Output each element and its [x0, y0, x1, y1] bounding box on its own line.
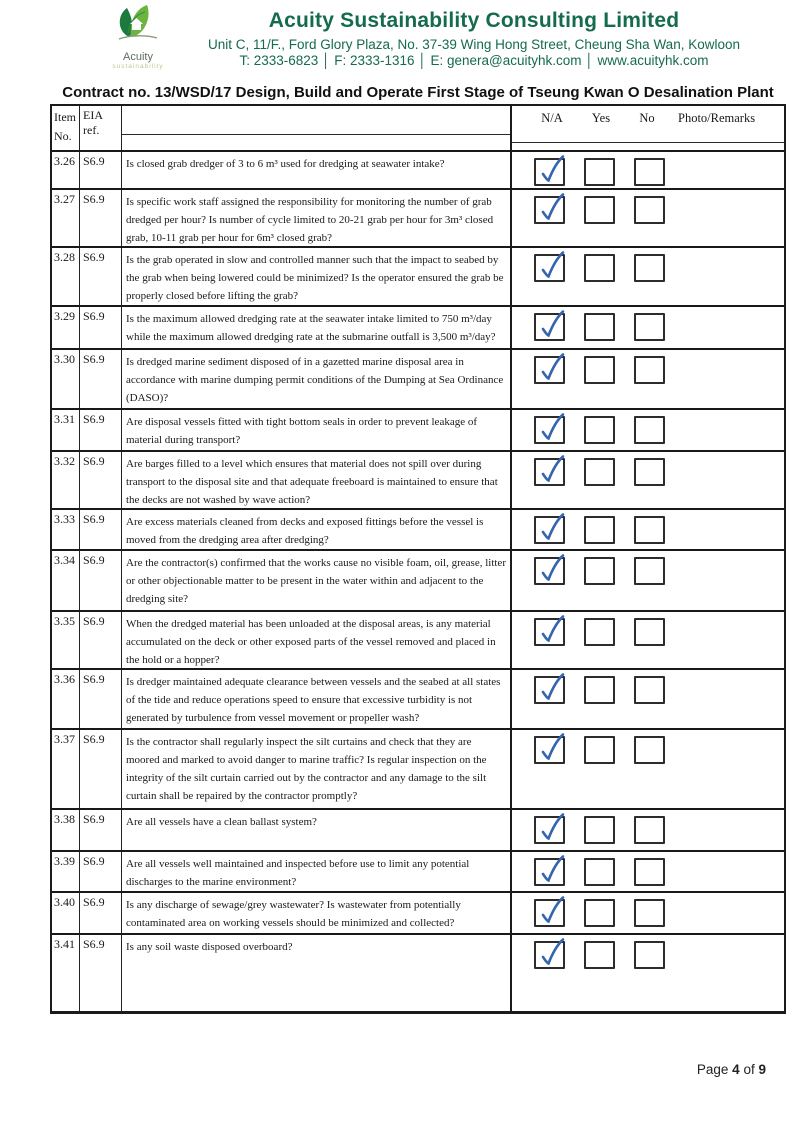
checkbox-yes[interactable] [584, 356, 615, 384]
table-row [52, 850, 784, 891]
check-mark-icon [536, 673, 568, 705]
checkbox-no[interactable] [634, 676, 665, 704]
row-answers [512, 670, 784, 728]
checkbox-yes[interactable] [584, 941, 615, 969]
row-question: Are barges filled to a level which ensures that material does not spill over during transport to the disposal site and that adequate freeboard is maintained to ensure that the decks are not washed by wave action? [122, 452, 512, 508]
company-address: Unit C, 11/F., Ford Glory Plaza, No. 37-39 Wing Hong Street, Cheung Sha Wan, Kowloon [207, 37, 740, 52]
of-word: of [743, 1062, 755, 1077]
checkbox-na[interactable] [534, 941, 565, 969]
page-word: Page [696, 1062, 729, 1077]
checkbox-na[interactable] [534, 458, 565, 486]
table-row [52, 891, 784, 933]
company-logo [98, 3, 178, 70]
checkbox-na[interactable] [534, 254, 565, 282]
row-eia-ref: S6.9 [80, 190, 122, 246]
row-item-no: 3.30 [52, 350, 80, 408]
checkbox-no[interactable] [634, 356, 665, 384]
row-question: Is closed grab dredger of 3 to 6 m³ used for dredging at seawater intake? [122, 152, 512, 188]
checkbox-yes[interactable] [584, 254, 615, 282]
row-answers [512, 510, 784, 549]
checkbox-na[interactable] [534, 196, 565, 224]
check-mark-icon [536, 554, 568, 586]
row-answers [512, 410, 784, 450]
check-mark-icon [536, 615, 568, 647]
check-mark-icon [536, 455, 568, 487]
checkbox-yes[interactable] [584, 816, 615, 844]
header-yes-label: Yes [591, 111, 611, 125]
checkbox-no[interactable] [634, 196, 665, 224]
row-question: Are all vessels well maintained and inspected before use to limit any potential discharges to the marine environment? [122, 852, 512, 891]
row-answers [512, 307, 784, 348]
checkbox-no[interactable] [634, 313, 665, 341]
row-question: Is specific work staff assigned the responsibility for monitoring the number of grab dredged per hour? Is number of cycle limited to 20-21 grab per hour for 3m³ closed grab, 10-11 grab per hour for 6m³ closed grab? [122, 190, 512, 246]
checkbox-no[interactable] [634, 816, 665, 844]
checkbox-yes[interactable] [584, 516, 615, 544]
row-answers [512, 810, 784, 850]
row-item-no: 3.26 [52, 152, 80, 188]
row-question: Is dredger maintained adequate clearance between vessels and the seabed at all states of the tide and reduce operations speed to ensure that excessive turbidity is not generated by turbulence from vessel movement or propeller wash? [122, 670, 512, 728]
check-mark-icon [536, 155, 568, 187]
logo-tagline: sustainability [112, 63, 164, 70]
row-question: Is dredged marine sediment disposed of in a gazetted marine disposal area in accordance with marine dumping permit conditions of the Dumping at Sea Ordinance (DASO)? [122, 350, 512, 408]
row-eia-ref: S6.9 [80, 307, 122, 348]
checklist-body [52, 150, 784, 1011]
header-no-label: No [639, 111, 655, 125]
check-mark-icon [536, 733, 568, 765]
checkbox-no[interactable] [634, 736, 665, 764]
row-item-no: 3.29 [52, 307, 80, 348]
checkbox-na[interactable] [534, 858, 565, 886]
row-item-no: 3.38 [52, 810, 80, 850]
row-item-no: 3.34 [52, 551, 80, 610]
checkbox-na[interactable] [534, 313, 565, 341]
row-eia-ref: S6.9 [80, 510, 122, 549]
header-status-columns [512, 106, 784, 150]
check-mark-icon [536, 513, 568, 545]
checkbox-no[interactable] [634, 941, 665, 969]
check-mark-icon [536, 193, 568, 225]
header-eia-ref: EIA ref. [80, 106, 122, 150]
table-row [52, 549, 784, 610]
row-eia-ref: S6.9 [80, 810, 122, 850]
checkbox-no[interactable] [634, 899, 665, 927]
checkbox-na[interactable] [534, 736, 565, 764]
letterhead [170, 9, 778, 68]
row-question: Is the grab operated in slow and controlled manner such that the impact to seabed by the grab when being lowered could be minimized? Is the operator ensured the grab be properly closed before lifting the grab? [122, 248, 512, 305]
row-answers [512, 452, 784, 508]
checkbox-yes[interactable] [584, 313, 615, 341]
header-item-line1: Item [54, 110, 76, 124]
row-item-no: 3.40 [52, 893, 80, 933]
check-mark-icon [536, 310, 568, 342]
checkbox-no[interactable] [634, 254, 665, 282]
table-row [52, 188, 784, 246]
row-eia-ref: S6.9 [80, 612, 122, 668]
table-header-row [52, 106, 784, 150]
row-eia-ref: S6.9 [80, 350, 122, 408]
header-remarks-label: Photo/Remarks [678, 111, 756, 125]
checkbox-yes[interactable] [584, 676, 615, 704]
table-row [52, 808, 784, 850]
row-answers [512, 152, 784, 188]
row-eia-ref: S6.9 [80, 152, 122, 188]
table-row [52, 668, 784, 728]
checkbox-na[interactable] [534, 899, 565, 927]
logo-name: Acuity [123, 51, 153, 63]
checkbox-yes[interactable] [584, 416, 615, 444]
row-eia-ref: S6.9 [80, 452, 122, 508]
checkbox-na[interactable] [534, 416, 565, 444]
row-question: Is any soil waste disposed overboard? [122, 935, 512, 1011]
row-answers [512, 248, 784, 305]
company-name: Acuity Sustainability Consulting Limited [268, 9, 680, 32]
row-question: Are excess materials cleaned from decks and exposed fittings before the vessel is moved from the dredging area after dredging? [122, 510, 512, 549]
check-mark-icon [536, 251, 568, 283]
header-item-line2: No. [54, 129, 72, 143]
table-row [52, 348, 784, 408]
table-row [52, 305, 784, 348]
checkbox-na[interactable] [534, 356, 565, 384]
table-row [52, 408, 784, 450]
row-item-no: 3.27 [52, 190, 80, 246]
checkbox-no[interactable] [634, 516, 665, 544]
row-eia-ref: S6.9 [80, 248, 122, 305]
table-row [52, 150, 784, 188]
row-answers [512, 551, 784, 610]
row-item-no: 3.28 [52, 248, 80, 305]
row-item-no: 3.36 [52, 670, 80, 728]
row-answers [512, 730, 784, 808]
row-eia-ref: S6.9 [80, 730, 122, 808]
page-number [697, 1062, 766, 1077]
row-question: Are the contractor(s) confirmed that the works cause no visible foam, oil, grease, litter or other objectionable matter to be present in the water within and adjacent to the dredging site? [122, 551, 512, 610]
row-question: Are disposal vessels fitted with tight bottom seals in order to prevent leakage of material during transport? [122, 410, 512, 450]
table-row [52, 728, 784, 808]
row-eia-ref: S6.9 [80, 852, 122, 891]
table-row [52, 246, 784, 305]
row-eia-ref: S6.9 [80, 893, 122, 933]
row-item-no: 3.35 [52, 612, 80, 668]
page-total: 9 [758, 1062, 766, 1077]
checkbox-na[interactable] [534, 676, 565, 704]
row-answers [512, 852, 784, 891]
header-na-label: N/A [541, 111, 563, 125]
table-row [52, 450, 784, 508]
row-question: Is the maximum allowed dredging rate at the seawater intake limited to 750 m³/day while the maximum allowed dredging rate at the submarine outfall is 3,500 m³/day? [122, 307, 512, 348]
checkbox-no[interactable] [634, 416, 665, 444]
row-question: Is any discharge of sewage/grey wastewater? Is wastewater from potentially contaminated area on working vessels should be minimized and collected? [122, 893, 512, 933]
checkbox-yes[interactable] [584, 736, 615, 764]
row-item-no: 3.32 [52, 452, 80, 508]
checkbox-na[interactable] [534, 618, 565, 646]
row-answers [512, 935, 784, 1011]
checkbox-yes[interactable] [584, 196, 615, 224]
row-item-no: 3.37 [52, 730, 80, 808]
checkbox-yes[interactable] [584, 458, 615, 486]
row-answers [512, 612, 784, 668]
row-answers [512, 190, 784, 246]
row-item-no: 3.41 [52, 935, 80, 1011]
checkbox-na[interactable] [534, 516, 565, 544]
header-question-column [122, 106, 512, 150]
checkbox-yes[interactable] [584, 858, 615, 886]
row-question: When the dredged material has been unloaded at the disposal areas, is any material accumulated on the deck or other exposed parts of the vessel removed and placed in the hold or a hopper? [122, 612, 512, 668]
checkbox-yes[interactable] [584, 557, 615, 585]
row-eia-ref: S6.9 [80, 670, 122, 728]
checkbox-no[interactable] [634, 158, 665, 186]
contract-title: Contract no. 13/WSD/17 Design, Build and Operate First Stage of Tseung Kwan O Desalination Plant [62, 84, 774, 101]
row-question: Are all vessels have a clean ballast system? [122, 810, 512, 850]
check-mark-icon [536, 855, 568, 887]
checkbox-no[interactable] [634, 557, 665, 585]
checkbox-no[interactable] [634, 858, 665, 886]
page-num: 4 [732, 1062, 740, 1077]
row-item-no: 3.33 [52, 510, 80, 549]
check-mark-icon [536, 813, 568, 845]
row-answers [512, 350, 784, 408]
company-contact: T: 2333-6823 │ F: 2333-1316 │ E: genera@acuityhk.com │ www.acuityhk.com [239, 53, 709, 68]
table-row [52, 933, 784, 1011]
header-item-no [52, 106, 80, 150]
row-eia-ref: S6.9 [80, 551, 122, 610]
checkbox-yes[interactable] [584, 899, 615, 927]
check-mark-icon [536, 413, 568, 445]
checkbox-na[interactable] [534, 158, 565, 186]
check-mark-icon [536, 896, 568, 928]
row-question: Is the contractor shall regularly inspect the silt curtains and check that they are moored and marked to avoid danger to marine traffic? Is regular inspection on the integrity of the silt curtain carried out by the contractor and any damage to the silt curtain shall be repaired by the contractor promptly? [122, 730, 512, 808]
checkbox-na[interactable] [534, 816, 565, 844]
checkbox-na[interactable] [534, 557, 565, 585]
row-item-no: 3.39 [52, 852, 80, 891]
row-answers [512, 893, 784, 933]
check-mark-icon [536, 353, 568, 385]
table-row [52, 610, 784, 668]
acuity-leaf-logo-icon [115, 3, 161, 45]
check-mark-icon [536, 938, 568, 970]
checkbox-yes[interactable] [584, 158, 615, 186]
checkbox-no[interactable] [634, 618, 665, 646]
row-eia-ref: S6.9 [80, 935, 122, 1011]
checklist-table [50, 104, 786, 1014]
row-eia-ref: S6.9 [80, 410, 122, 450]
row-item-no: 3.31 [52, 410, 80, 450]
checkbox-yes[interactable] [584, 618, 615, 646]
checkbox-no[interactable] [634, 458, 665, 486]
table-row [52, 508, 784, 549]
